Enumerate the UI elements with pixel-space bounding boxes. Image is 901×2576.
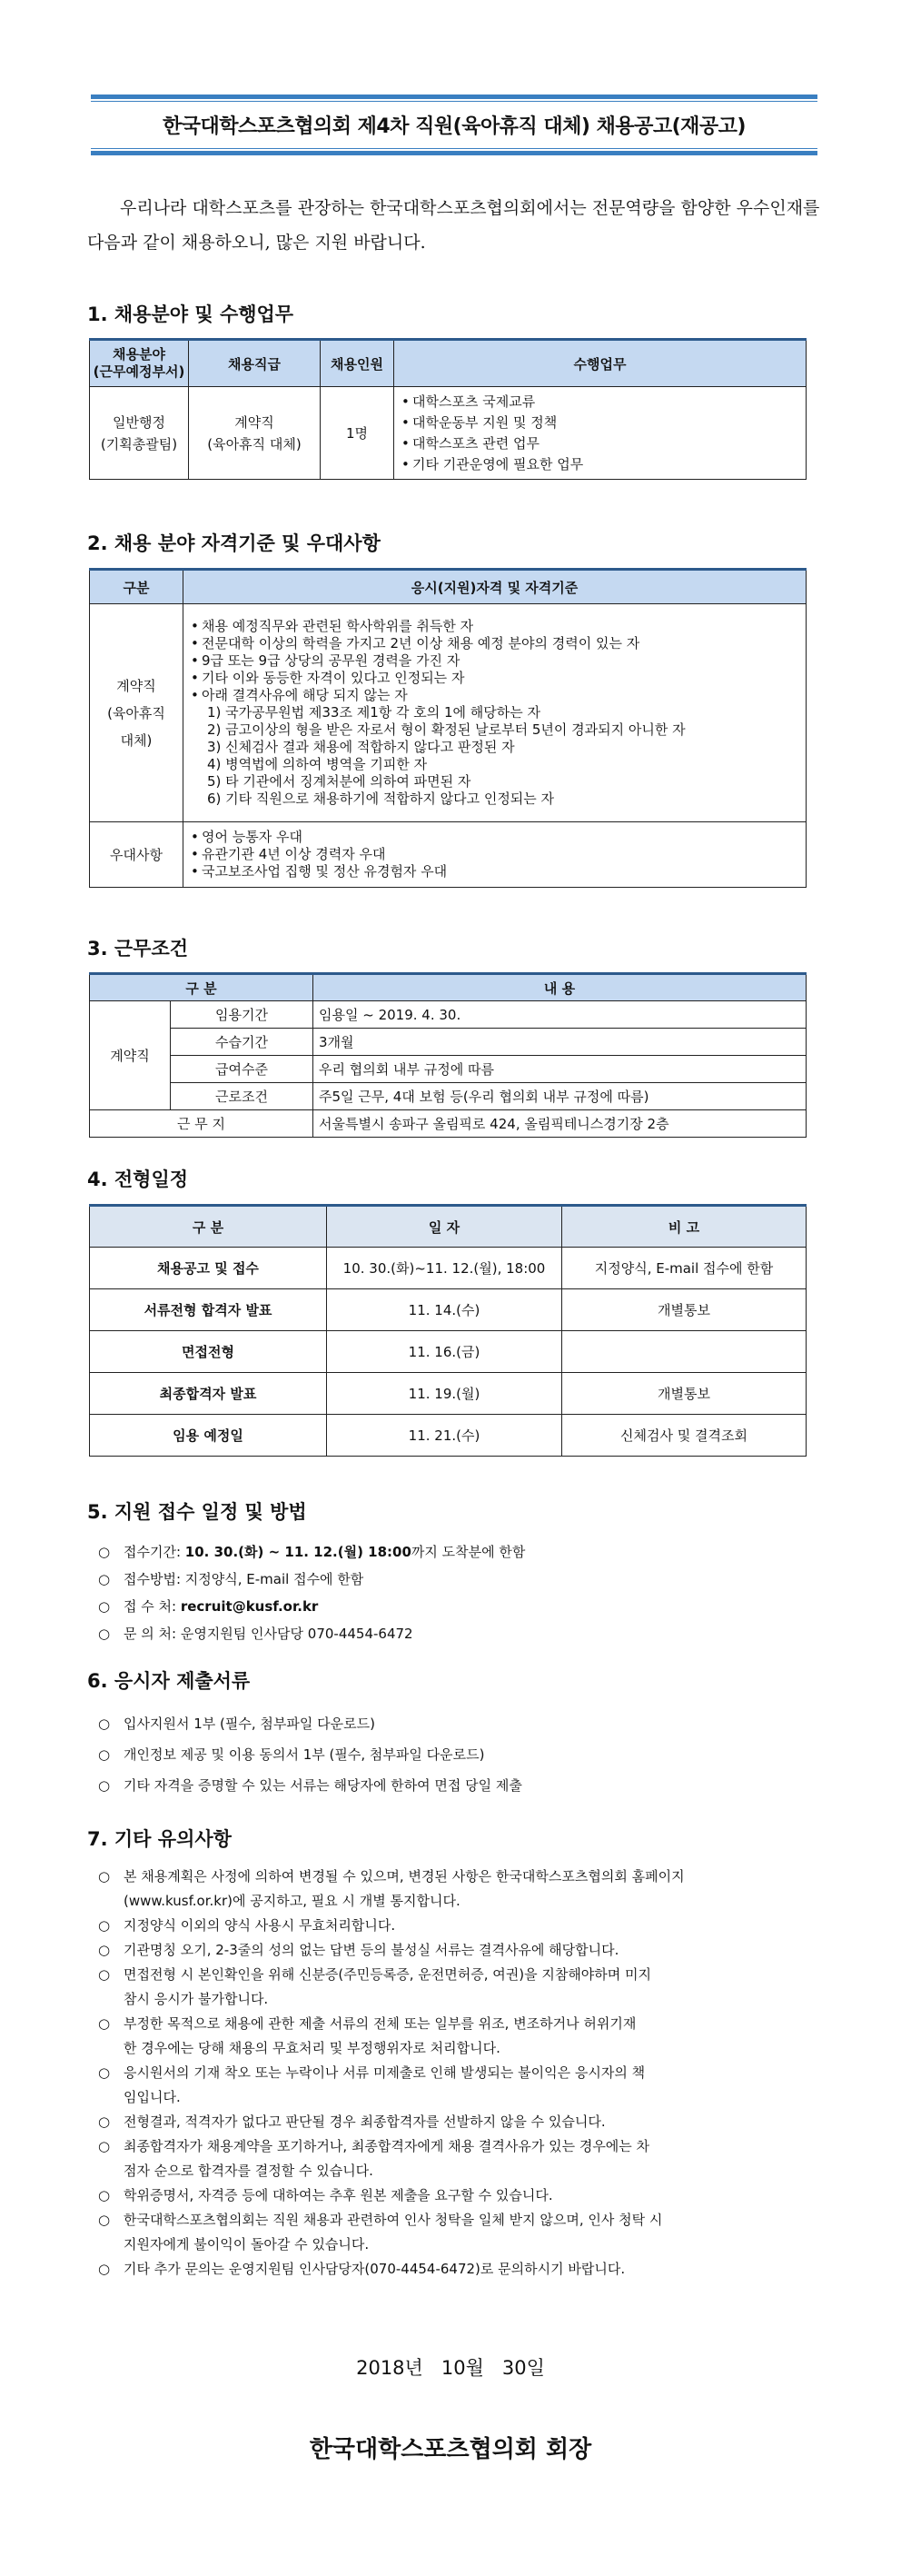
list-item: ○ 문 의 처: 운영지원팀 인사담당 070-4454-6472 bbox=[98, 1620, 525, 1647]
preference-item: • 유관기관 4년 이상 경력자 우대 bbox=[202, 846, 800, 863]
table-row bbox=[90, 1415, 807, 1457]
note-cell: 지정양식, E-mail 접수에 한함 bbox=[562, 1248, 807, 1289]
requirements-cell bbox=[183, 604, 807, 822]
section-2-heading: 2. 채용 분야 자격기준 및 우대사항 bbox=[87, 532, 381, 554]
qualification-table bbox=[89, 568, 807, 888]
date-cell: 11. 14.(수) bbox=[327, 1289, 562, 1331]
requirement-item: • 아래 결격사유에 해당 되지 않는 자 bbox=[202, 687, 800, 704]
note-cell: 신체검사 및 결격조회 bbox=[562, 1415, 807, 1457]
condition-value: 주5일 근무, 4대 보험 등(우리 협의회 내부 규정에 따름) bbox=[313, 1083, 807, 1110]
type-contract: 계약직 (육아휴직 대체) bbox=[90, 604, 183, 822]
header-requirements: 응시(지원)자격 및 자격기준 bbox=[183, 570, 807, 604]
condition-value: 임용일 ~ 2019. 4. 30. bbox=[313, 1001, 807, 1029]
list-item: ○ 전형결과, 적격자가 없다고 판단될 경우 최종합격자를 선발하지 않을 수 있습니다. bbox=[98, 2110, 816, 2134]
list-item: ○ 본 채용계획은 사정에 의하여 변경될 수 있으며, 변경된 사항은 한국대학스포츠협의회 홈페이지 (www.kusf.or.kr)에 공지하고, 필요 시 개별 통지합니다. bbox=[98, 1865, 816, 1914]
requirement-item: • 9급 또는 9급 상당의 공무원 경력을 가진 자 bbox=[202, 652, 800, 670]
note-cell bbox=[562, 1331, 807, 1373]
disqualification-item: 4) 병역법에 의하여 병역을 기피한 자 bbox=[207, 756, 428, 772]
section-3-heading: 3. 근무조건 bbox=[87, 938, 189, 960]
duty-item: • 대학스포츠 관련 업무 bbox=[412, 433, 800, 454]
requirement-item: • 전문대학 이상의 학력을 가지고 2년 이상 채용 예정 분야의 경력이 있는 자 bbox=[202, 635, 800, 652]
disqualification-item: 2) 금고이상의 형을 받은 자로서 형이 확정된 날로부터 5년이 경과되지 아니한 자 bbox=[207, 721, 686, 738]
contract-group: 계약직 bbox=[90, 1001, 171, 1110]
notes-list bbox=[98, 1865, 816, 2282]
table-row bbox=[90, 1289, 807, 1331]
list-item: ○ 지정양식 이외의 양식 사용시 무효처리합니다. bbox=[98, 1914, 816, 1938]
list-item: ○ 입사지원서 1부 (필수, 첨부파일 다운로드) bbox=[98, 1708, 522, 1739]
note-cell: 개별통보 bbox=[562, 1373, 807, 1415]
documents-list bbox=[98, 1708, 522, 1801]
date-cell: 11. 16.(금) bbox=[327, 1331, 562, 1373]
disqualification-item: 3) 신체검사 결과 채용에 적합하지 않다고 판정된 자 bbox=[207, 739, 515, 755]
section-7-heading: 7. 기타 유의사항 bbox=[87, 1828, 232, 1850]
condition-value: 3개월 bbox=[313, 1029, 807, 1056]
signature: 한국대학스포츠협의회 회장 bbox=[309, 2436, 592, 2463]
preferences-cell bbox=[183, 822, 807, 888]
header-content: 내 용 bbox=[313, 974, 807, 1001]
type-preference: 우대사항 bbox=[90, 822, 183, 888]
section-6-heading: 6. 응시자 제출서류 bbox=[87, 1670, 251, 1692]
header-duty: 수행업무 bbox=[394, 340, 807, 387]
condition-label: 근로조건 bbox=[171, 1083, 313, 1110]
stage-cell: 서류전형 합격자 발표 bbox=[90, 1289, 327, 1331]
list-item: ○ 학위증명서, 자격증 등에 대하여는 추후 원본 제출을 요구할 수 있습니다. bbox=[98, 2183, 816, 2208]
count-cell: 1명 bbox=[321, 387, 394, 480]
disqualification-item: 5) 타 기관에서 징계처분에 의하여 파면된 자 bbox=[207, 773, 471, 790]
requirement-item: • 채용 예정직무와 관련된 학사학위를 취득한 자 bbox=[202, 618, 800, 635]
section-5-heading: 5. 지원 접수 일정 및 방법 bbox=[87, 1501, 307, 1523]
intro-paragraph: 우리나라 대학스포츠를 관장하는 한국대학스포츠협의회에서는 전문역량을 함양한 우수인재를 다음과 같이 채용하오니, 많은 지원 바랍니다. bbox=[87, 198, 820, 253]
note-cell: 개별통보 bbox=[562, 1289, 807, 1331]
duty-cell bbox=[394, 387, 807, 480]
date-cell: 11. 19.(월) bbox=[327, 1373, 562, 1415]
header-date: 일 자 bbox=[327, 1206, 562, 1248]
disqualification-item: 6) 기타 직원으로 채용하기에 적합하지 않다고 인정되는 자 bbox=[207, 791, 555, 807]
stage-cell: 최종합격자 발표 bbox=[90, 1373, 327, 1415]
list-item: ○ 개인정보 제공 및 이용 동의서 1부 (필수, 첨부파일 다운로드) bbox=[98, 1739, 522, 1770]
header-type: 구분 bbox=[90, 570, 183, 604]
list-item: ○ 접수기간: 10. 30.(화) ~ 11. 12.(월) 18:00까지 도착분에 한함 bbox=[98, 1538, 525, 1566]
list-item: ○ 응시원서의 기재 착오 또는 누락이나 서류 미제출로 인해 발생되는 불이익은 응시자의 책 임입니다. bbox=[98, 2061, 816, 2110]
page-title: 한국대학스포츠협의회 제4차 직원(육아휴직 대체) 채용공고(재공고) bbox=[163, 115, 746, 138]
list-item: ○ 부정한 목적으로 채용에 관한 제출 서류의 전체 또는 일부를 위조, 변조하거나 허위기재 한 경우에는 당해 채용의 무효처리 및 부정행위자로 처리합니다. bbox=[98, 2012, 816, 2061]
table-row bbox=[90, 1248, 807, 1289]
table-row bbox=[90, 1373, 807, 1415]
list-item: ○ 면접전형 시 본인확인을 위해 신분증(주민등록증, 운전면허증, 여권)을 지참해야하며 미지 참시 응시가 불가합니다. bbox=[98, 1963, 816, 2012]
header-type: 구 분 bbox=[90, 974, 313, 1001]
condition-label: 수습기간 bbox=[171, 1029, 313, 1056]
list-item: ○ 접 수 처: recruit@kusf.or.kr bbox=[98, 1593, 525, 1620]
condition-label: 임용기간 bbox=[171, 1001, 313, 1029]
section-1-heading: 1. 채용분야 및 수행업무 bbox=[87, 303, 294, 325]
header-rank: 채용직급 bbox=[189, 340, 321, 387]
condition-label: 급여수준 bbox=[171, 1056, 313, 1083]
section-4-heading: 4. 전형일정 bbox=[87, 1169, 189, 1190]
title-banner bbox=[91, 94, 817, 155]
header-stage: 구 분 bbox=[90, 1206, 327, 1248]
requirement-item: • 기타 이와 동등한 자격이 있다고 인정되는 자 bbox=[202, 670, 800, 687]
date-cell: 11. 21.(수) bbox=[327, 1415, 562, 1457]
workplace-label: 근 무 지 bbox=[90, 1110, 313, 1138]
workplace-value: 서울특별시 송파구 올림픽로 424, 올림픽테니스경기장 2층 bbox=[313, 1110, 807, 1138]
list-item: ○ 기관명칭 오기, 2-3줄의 성의 없는 답변 등의 불성실 서류는 결격사유에 해당합니다. bbox=[98, 1938, 816, 1963]
stage-cell: 임용 예정일 bbox=[90, 1415, 327, 1457]
list-item: ○ 기타 자격을 증명할 수 있는 서류는 해당자에 한하여 면접 당일 제출 bbox=[98, 1770, 522, 1801]
list-item: ○ 접수방법: 지정양식, E-mail 접수에 한함 bbox=[98, 1566, 525, 1593]
list-item: ○ 기타 추가 문의는 운영지원팀 인사담당자(070-4454-6472)로 문의하시기 바랍니다. bbox=[98, 2257, 816, 2282]
header-note: 비 고 bbox=[562, 1206, 807, 1248]
duty-item: • 대학스포츠 국제교류 bbox=[412, 392, 800, 413]
preference-item: • 영어 능통자 우대 bbox=[202, 829, 800, 846]
recruit-field-table bbox=[89, 338, 807, 480]
preference-item: • 국고보조사업 집행 및 정산 유경험자 우대 bbox=[202, 863, 800, 880]
table-row bbox=[90, 1331, 807, 1373]
header-field: 채용분야 (근무예정부서) bbox=[90, 340, 189, 387]
list-item: ○ 한국대학스포츠협의회는 직원 채용과 관련하여 인사 청탁을 일체 받지 않으며, 인사 청탁 시 지원자에게 불이익이 돌아갈 수 있습니다. bbox=[98, 2208, 816, 2257]
disqualification-item: 1) 국가공무원법 제33조 제1항 각 호의 1에 해당하는 자 bbox=[207, 704, 541, 721]
announcement-date: 2018년 10월 30일 bbox=[356, 2357, 545, 2379]
work-conditions-table bbox=[89, 972, 807, 1138]
date-cell: 10. 30.(화)~11. 12.(월), 18:00 bbox=[327, 1248, 562, 1289]
stage-cell: 면접전형 bbox=[90, 1331, 327, 1373]
schedule-table bbox=[89, 1204, 807, 1457]
stage-cell: 채용공고 및 접수 bbox=[90, 1248, 327, 1289]
list-item: ○ 최종합격자가 채용계약을 포기하거나, 최종합격자에게 채용 결격사유가 있는 경우에는 차 점자 순으로 합격자를 결정할 수 있습니다. bbox=[98, 2134, 816, 2183]
header-count: 채용인원 bbox=[321, 340, 394, 387]
application-info bbox=[98, 1538, 525, 1647]
condition-value: 우리 협의회 내부 규정에 따름 bbox=[313, 1056, 807, 1083]
field-cell: 일반행정 (기획총괄팀) bbox=[90, 387, 189, 480]
duty-item: • 기타 기관운영에 필요한 업무 bbox=[412, 454, 800, 475]
duty-item: • 대학운동부 지원 및 정책 bbox=[412, 413, 800, 433]
rank-cell: 계약직 (육아휴직 대체) bbox=[189, 387, 321, 480]
